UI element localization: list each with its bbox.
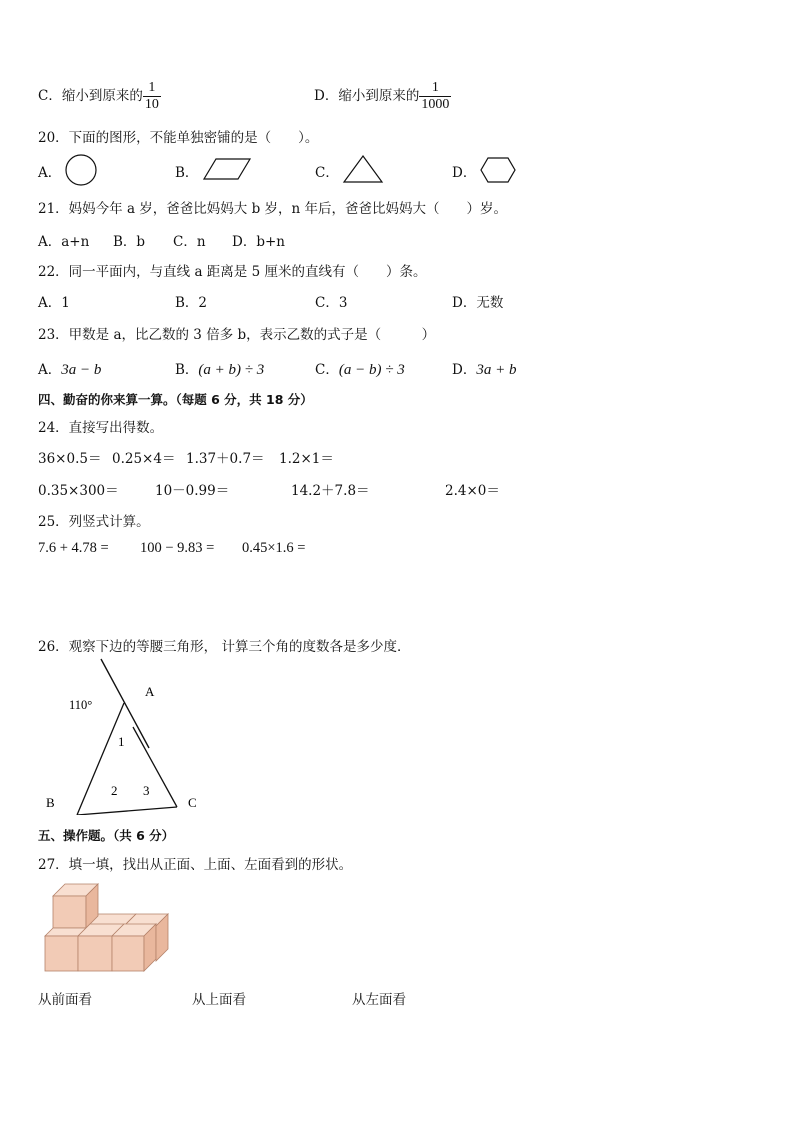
- q20-stem: 20．下面的图形，不能单独密铺的是（ ）。: [38, 130, 319, 146]
- calc-item: 10－0.99＝: [155, 483, 230, 499]
- q19-option-d[interactable]: D．缩小到原来的 $\frac{1}{1000}$: [314, 80, 450, 112]
- circle-shape-icon: [64, 153, 98, 187]
- q22-option-c[interactable]: C．3: [315, 295, 348, 311]
- calc-item: 1.2×1＝: [279, 451, 334, 467]
- q23-expr-a: 3a − b: [61, 362, 102, 378]
- top-cube-front-face: [53, 896, 86, 928]
- section4-heading: 四、勤奋的你来算一算。（每题 6 分，共 18 分）: [38, 392, 313, 407]
- vertex-b-label: B: [46, 795, 55, 810]
- q23-expr-c: (a − b) ÷ 3: [338, 362, 405, 378]
- view-left-label: 从左面看: [352, 992, 406, 1008]
- cube-front-face: [78, 936, 112, 971]
- q20-option-b[interactable]: B．: [175, 165, 199, 181]
- q23-expr-b: (a + b) ÷ 3: [198, 362, 265, 378]
- angle-2-label: 2: [111, 783, 118, 798]
- vertical-calc-item: 7.6 + 4.78 =: [38, 540, 109, 556]
- side-ab: [77, 703, 124, 815]
- calc-item: 14.2＋7.8＝: [291, 483, 370, 499]
- q20-option-a[interactable]: A．: [38, 165, 62, 181]
- calc-item: 0.25×4＝: [112, 451, 176, 467]
- side-ca: [133, 727, 177, 807]
- parallelogram-shape-icon: [202, 157, 252, 181]
- q22-option-b[interactable]: B．2: [175, 295, 208, 311]
- cube-front-face: [45, 936, 78, 971]
- angle-1-label: 1: [118, 734, 125, 749]
- cube-front-face: [112, 936, 144, 971]
- calc-item: 2.4×0＝: [445, 483, 500, 499]
- q22-option-d[interactable]: D．无数: [452, 295, 504, 311]
- hexagon-shape-icon: [479, 156, 517, 184]
- view-top-label: 从上面看: [192, 992, 246, 1008]
- vertical-calc-item: 0.45×1.6 =: [242, 540, 306, 556]
- q23-stem: 23．甲数是 a，比乙数的 3 倍多 b，表示乙数的式子是（ ）: [38, 327, 436, 343]
- q23-option-a[interactable]: A．3a − b: [38, 362, 102, 378]
- calc-item: 0.35×300＝: [38, 483, 119, 499]
- vertex-a-label: A: [145, 684, 155, 699]
- q21-option-b[interactable]: B．b: [113, 234, 146, 250]
- q24-stem: 24．直接写出得数。: [38, 420, 164, 436]
- side-bc: [77, 807, 177, 815]
- q20-option-d[interactable]: D．: [452, 165, 477, 181]
- fraction-one-thousandth: $\frac{1}{1000}$: [421, 80, 450, 112]
- q23-option-c[interactable]: C．(a − b) ÷ 3: [315, 362, 405, 378]
- fraction-one-tenth: $\frac{1}{10}$: [144, 80, 159, 112]
- q20-option-c[interactable]: C．: [315, 165, 339, 181]
- view-front-label: 从前面看: [38, 992, 92, 1008]
- q22-option-a[interactable]: A．1: [38, 295, 70, 311]
- triangle-shape-icon: [342, 154, 384, 184]
- q22-stem: 22．同一平面内，与直线 a 距离是 5 厘米的直线有（ ）条。: [38, 264, 427, 280]
- angle-3-label: 3: [143, 783, 150, 798]
- q21-stem: 21．妈妈今年 a 岁，爸爸比妈妈大 b 岁，n 年后，爸爸比妈妈大（ ）岁。: [38, 201, 508, 217]
- q21-option-a[interactable]: A．a+n: [38, 234, 90, 250]
- calc-item: 36×0.5＝: [38, 451, 102, 467]
- q27-stem: 27．填一填，找出从正面、上面、左面看到的形状。: [38, 857, 353, 873]
- q25-stem: 25．列竖式计算。: [38, 514, 150, 530]
- q21-option-c[interactable]: C．n: [173, 234, 206, 250]
- extended-side-line: [101, 659, 149, 748]
- vertical-calc-item: 100 − 9.83 =: [140, 540, 215, 556]
- q23-expr-d: 3a + b: [476, 362, 517, 378]
- vertex-c-label: C: [188, 795, 197, 810]
- q23-option-d[interactable]: D．3a + b: [452, 362, 517, 378]
- isosceles-triangle-figure: [40, 655, 210, 815]
- q19-option-c[interactable]: C．缩小到原来的 $\frac{1}{10}$: [38, 80, 159, 112]
- cube-stack-figure: [40, 880, 175, 975]
- q23-option-b[interactable]: B．(a + b) ÷ 3: [175, 362, 265, 378]
- section5-heading: 五、操作题。（共 6 分）: [38, 828, 175, 843]
- angle-110-label: 110°: [69, 698, 93, 712]
- calc-item: 1.37＋0.7＝: [186, 451, 265, 467]
- q21-option-d[interactable]: D．b+n: [232, 234, 285, 250]
- q26-stem: 26．观察下边的等腰三角形， 计算三个角的度数各是多少度．: [38, 639, 411, 655]
